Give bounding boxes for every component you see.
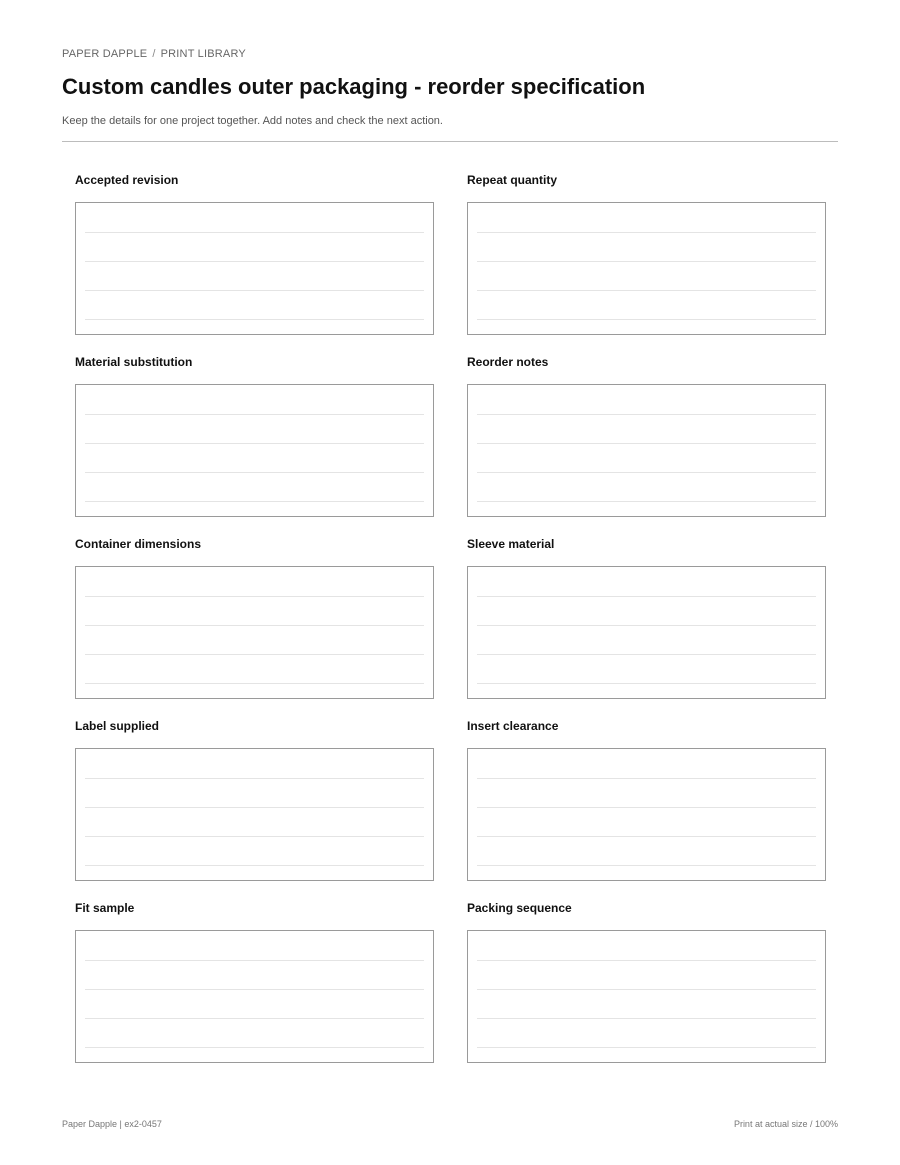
writing-line (85, 836, 424, 837)
field-label: Packing sequence (467, 901, 572, 915)
header-divider (62, 141, 838, 142)
field-label: Label supplied (75, 719, 160, 733)
writing-line (85, 319, 424, 320)
writing-line (477, 807, 816, 808)
field-label: Container dimensions (75, 537, 202, 551)
breadcrumb-separator: / (152, 48, 156, 60)
field-label: Accepted revision (75, 173, 179, 187)
notes-box-label-supplied[interactable] (75, 748, 434, 881)
writing-line (85, 501, 424, 502)
writing-line (85, 625, 424, 626)
writing-line (477, 654, 816, 655)
writing-line (477, 1047, 816, 1048)
writing-line (85, 290, 424, 291)
writing-line (85, 654, 424, 655)
footer-print-note: Print at actual size / 100% (733, 1119, 838, 1129)
writing-line (477, 501, 816, 502)
notes-box-reorder-notes[interactable] (467, 384, 826, 517)
breadcrumb (62, 48, 246, 60)
writing-line (477, 319, 816, 320)
notes-box-fit-sample[interactable] (75, 930, 434, 1063)
writing-line (477, 596, 816, 597)
notes-box-repeat-quantity[interactable] (467, 202, 826, 335)
writing-line (477, 865, 816, 866)
writing-line (85, 472, 424, 473)
writing-line (477, 960, 816, 961)
writing-line (85, 261, 424, 262)
writing-line (477, 778, 816, 779)
notes-box-sleeve-material[interactable] (467, 566, 826, 699)
notes-box-packing-sequence[interactable] (467, 930, 826, 1063)
breadcrumb-item-brand[interactable]: PAPER DAPPLE (62, 48, 148, 60)
writing-line (477, 261, 816, 262)
writing-line (477, 472, 816, 473)
notes-box-container-dimensions[interactable] (75, 566, 434, 699)
writing-line (85, 596, 424, 597)
writing-line (477, 443, 816, 444)
writing-line (85, 960, 424, 961)
writing-line (85, 683, 424, 684)
writing-line (477, 989, 816, 990)
field-label: Insert clearance (467, 719, 559, 733)
notes-box-accepted-revision[interactable] (75, 202, 434, 335)
field-label: Repeat quantity (467, 173, 558, 187)
writing-line (477, 836, 816, 837)
page-title: Custom candles outer packaging - reorder specification (62, 74, 646, 99)
notes-box-insert-clearance[interactable] (467, 748, 826, 881)
writing-line (477, 414, 816, 415)
field-label: Sleeve material (467, 537, 555, 551)
writing-line (477, 232, 816, 233)
writing-line (477, 625, 816, 626)
writing-line (85, 414, 424, 415)
notes-box-material-substitution[interactable] (75, 384, 434, 517)
writing-line (85, 778, 424, 779)
field-label: Material substitution (75, 355, 193, 369)
writing-line (477, 1018, 816, 1019)
writing-line (85, 1047, 424, 1048)
writing-line (85, 443, 424, 444)
page-subtitle: Keep the details for one project together. Add notes and check the next action. (62, 115, 443, 127)
writing-line (85, 1018, 424, 1019)
writing-line (477, 683, 816, 684)
writing-line (85, 807, 424, 808)
writing-line (85, 989, 424, 990)
footer-document-id: Paper Dapple | ex2-0457 (62, 1119, 162, 1129)
print-page (62, 0, 838, 1165)
breadcrumb-item-print-library[interactable]: PRINT LIBRARY (160, 48, 246, 60)
writing-line (85, 232, 424, 233)
writing-line (477, 290, 816, 291)
field-label: Fit sample (75, 901, 135, 915)
writing-line (85, 865, 424, 866)
field-label: Reorder notes (467, 355, 549, 369)
